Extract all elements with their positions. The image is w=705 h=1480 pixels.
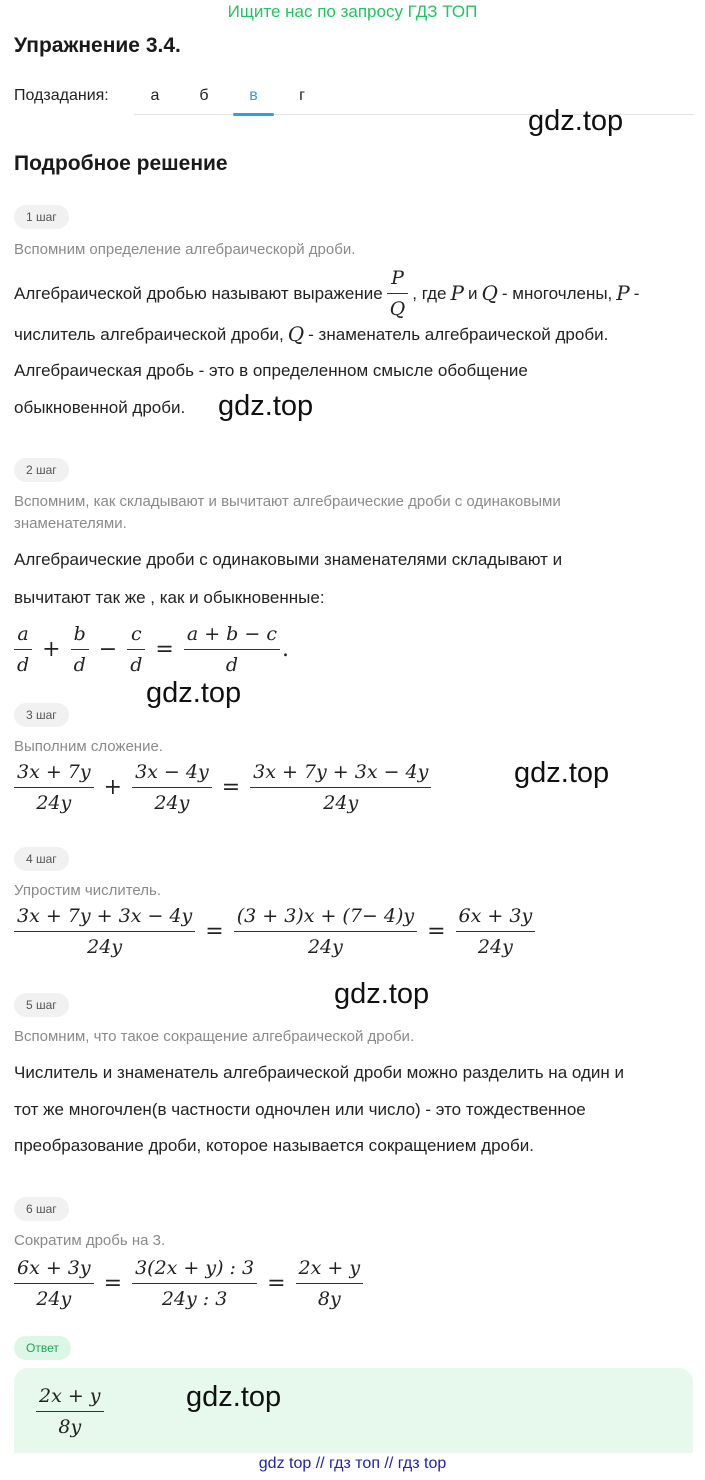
equals-operator: = — [155, 637, 174, 662]
equals-operator: = — [221, 775, 241, 800]
step-badge: 6 шаг — [14, 1197, 69, 1221]
step-hint: Упростим числитель. — [14, 882, 161, 899]
definition-line — [14, 316, 608, 353]
definition-line — [14, 266, 639, 321]
fraction-denominator: 24y — [87, 936, 123, 958]
fraction-denominator: 24y : 3 — [161, 1288, 228, 1310]
paragraph-line: тот же многочлен(в частности одночлен или число) - это тождественное — [14, 1100, 586, 1119]
equation — [14, 1256, 363, 1311]
fraction-numerator: 6x + 3y — [17, 1257, 91, 1279]
fraction — [234, 904, 417, 959]
fraction-bar — [132, 1283, 257, 1284]
step-hint: Вспомним, что такое сокращение алгебраической дроби. — [14, 1028, 415, 1045]
definition-text: Алгебраической дробью называют выражение — [14, 284, 383, 303]
watermark: gdz.top — [514, 757, 610, 789]
fraction — [127, 622, 145, 677]
math-var: Q — [287, 322, 305, 346]
fraction-numerator: 3x − 4y — [135, 761, 209, 783]
fraction-numerator: a + b − c — [186, 623, 277, 645]
plus-operator: + — [103, 775, 123, 800]
tab-a[interactable]: а — [150, 87, 160, 104]
fraction-denominator: 24y — [36, 792, 72, 814]
equation — [14, 622, 289, 677]
fraction-bar — [132, 787, 212, 788]
paragraph-line: обыкновенной дроби. — [14, 398, 186, 417]
watermark: gdz.top — [146, 677, 242, 709]
watermark: gdz.top — [218, 390, 314, 422]
fraction-numerator: c — [130, 623, 142, 645]
section-title: Подробное решение — [14, 152, 228, 175]
answer-fraction — [36, 1384, 104, 1439]
paragraph-line: преобразование дроби, которое называется сокращением дроби. — [14, 1136, 534, 1155]
fraction-bar — [296, 1283, 364, 1284]
fraction-bar — [127, 649, 145, 650]
promo-banner[interactable]: Ищите нас по запросу ГДЗ ТОП — [227, 2, 478, 21]
fraction-bar — [36, 1411, 104, 1412]
step-badge: 4 шаг — [14, 847, 69, 871]
step-hint: Выполним сложение. — [14, 738, 163, 755]
fraction — [14, 1256, 94, 1311]
subtasks-label: Подзадания: — [14, 87, 109, 104]
fraction — [14, 622, 32, 677]
paragraph-line: Алгебраические дроби с одинаковыми знаменателями складывают и — [14, 550, 563, 569]
fraction — [36, 1384, 104, 1439]
paragraph-line: вычитают так же , как и обыкновенные: — [14, 588, 325, 607]
answer-box — [14, 1368, 693, 1453]
definition-text: - знаменатель алгебраической дроби. — [308, 325, 609, 344]
equals-operator: = — [267, 1271, 286, 1296]
footer-links[interactable]: gdz top // гдз топ // гдз top — [258, 1455, 447, 1472]
fraction-numerator: 3x + 7y + 3x − 4y — [253, 761, 429, 783]
fraction-bar — [387, 293, 409, 294]
step-hint: Вспомним определение алгебраическорй дроби. — [14, 241, 356, 258]
step-hint: Вспомним, как складывают и вычитают алгебраические дроби с одинаковыми — [14, 493, 561, 510]
fraction-numerator: 6x + 3y — [458, 905, 533, 927]
fraction-numerator: 2x + y — [39, 1385, 101, 1407]
fraction-numerator: 2x + y — [298, 1257, 361, 1279]
paragraph-line: Алгебраическая дробь - это в определенном смысле обобщение — [14, 361, 528, 380]
definition-text: и — [467, 284, 478, 303]
tab-g[interactable]: г — [299, 87, 305, 104]
fraction-denominator: d — [130, 654, 143, 676]
fraction-numerator: 3x + 7y — [17, 761, 91, 783]
tab-b[interactable]: б — [199, 87, 209, 104]
fraction-denominator: 24y — [36, 1288, 72, 1310]
fraction-bar — [456, 931, 536, 932]
definition-text: - многочлены, — [501, 284, 613, 303]
fraction — [132, 1256, 257, 1311]
fraction — [14, 904, 195, 959]
fraction — [184, 622, 280, 677]
definition-text: , где — [412, 284, 447, 303]
step-badge: 2 шаг — [14, 458, 69, 482]
step-badge: 1 шаг — [14, 205, 69, 229]
fraction-numerator: (3 + 3)x + (7− 4)y — [236, 905, 415, 927]
fraction — [296, 1256, 364, 1311]
watermark: gdz.top — [186, 1381, 282, 1413]
fraction-denominator: d — [73, 654, 86, 676]
fraction — [250, 760, 431, 815]
fraction-numerator: 3x + 7y + 3x − 4y — [17, 905, 193, 927]
math-var: P — [450, 281, 464, 305]
period: . — [281, 637, 289, 662]
fraction-denominator: Q — [389, 298, 406, 320]
fraction-bar — [14, 931, 195, 932]
fraction-numerator: b — [73, 623, 86, 645]
step-hint: знаменателями. — [14, 515, 127, 532]
fraction-denominator: 24y — [154, 792, 190, 814]
fraction-bar — [250, 787, 431, 788]
minus-operator: − — [98, 637, 118, 662]
watermark: gdz.top — [528, 105, 624, 137]
plus-operator: + — [42, 637, 61, 662]
definition-text: числитель алгебраической дроби, — [14, 325, 284, 344]
equation — [14, 760, 431, 815]
step-badge: 3 шаг — [14, 703, 69, 727]
fraction-denominator: d — [17, 654, 30, 676]
fraction-bar — [71, 649, 89, 650]
fraction-numerator: P — [391, 267, 404, 289]
definition-text: - — [633, 284, 640, 303]
equals-operator: = — [205, 919, 224, 944]
fraction-denominator: 24y — [477, 936, 513, 958]
fraction-numerator: 3(2x + y) : 3 — [135, 1257, 255, 1279]
page-title: Упражнение 3.4. — [14, 34, 181, 57]
fraction-denominator: 8y — [317, 1288, 341, 1310]
tab-active-indicator — [233, 113, 274, 116]
equation — [14, 904, 535, 959]
fraction — [14, 760, 94, 815]
fraction — [71, 622, 89, 677]
fraction-bar — [14, 1283, 94, 1284]
fraction-p-q — [387, 266, 409, 321]
equals-operator: = — [103, 1271, 123, 1296]
math-var: Q — [481, 281, 498, 305]
fraction-numerator: a — [17, 623, 29, 645]
step-hint: Сократим дробь на 3. — [14, 1232, 166, 1249]
fraction-denominator: d — [225, 654, 238, 676]
answer-badge: Ответ — [14, 1336, 71, 1360]
fraction-denominator: 24y — [307, 936, 343, 958]
fraction-bar — [14, 649, 32, 650]
fraction-bar — [184, 649, 280, 650]
fraction-bar — [14, 787, 94, 788]
paragraph-line: Числитель и знаменатель алгебраической дроби можно разделить на один и — [14, 1063, 624, 1082]
fraction — [132, 760, 212, 815]
step-badge: 5 шаг — [14, 993, 69, 1017]
fraction-bar — [234, 931, 417, 932]
watermark: gdz.top — [334, 978, 430, 1010]
equals-operator: = — [427, 919, 446, 944]
math-var: P — [616, 281, 630, 305]
fraction-denominator: 24y — [323, 792, 359, 814]
fraction — [456, 904, 536, 959]
tab-v-active[interactable]: в — [249, 87, 258, 104]
fraction-denominator: 8y — [58, 1416, 82, 1438]
